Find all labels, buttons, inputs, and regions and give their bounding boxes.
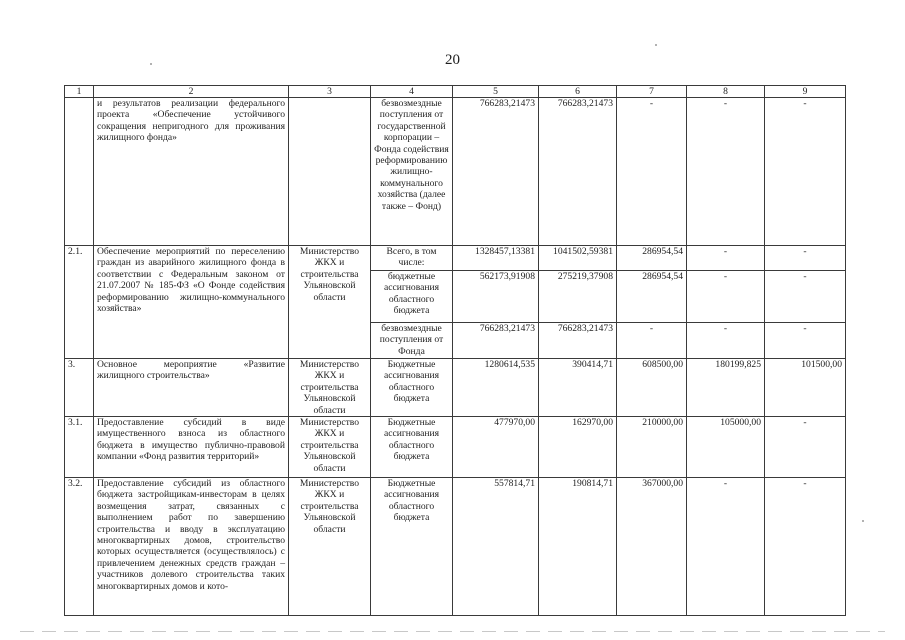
row-value-6: 275219,37908 bbox=[539, 271, 617, 323]
row-value-8: - bbox=[687, 246, 765, 271]
row-source: Бюджетные ассигнования областного бюджета bbox=[371, 417, 453, 478]
row-value-7: 286954,54 bbox=[617, 271, 687, 323]
table-row bbox=[65, 417, 846, 478]
row-value-9: - bbox=[765, 478, 846, 616]
column-header: 3 bbox=[289, 86, 371, 98]
column-header: 5 bbox=[453, 86, 539, 98]
row-source: безвозмездные поступления от Фонда bbox=[371, 323, 453, 359]
row-value-7: 608500,00 bbox=[617, 359, 687, 417]
row-source: Всего, в том числе: bbox=[371, 246, 453, 271]
scan-speck bbox=[150, 63, 152, 65]
table-row bbox=[65, 478, 846, 616]
row-executor: Министерство ЖКХ и строительства Ульяновской области bbox=[289, 478, 371, 616]
row-name: Предоставление субсидий в виде имущественного взноса из областного бюджета в имущество публично-правовой компании «Фонд развития территорий» bbox=[94, 417, 289, 478]
row-value-7: 286954,54 bbox=[617, 246, 687, 271]
row-value-7: 210000,00 bbox=[617, 417, 687, 478]
row-value-8: - bbox=[687, 98, 765, 246]
row-value-9: - bbox=[765, 246, 846, 271]
row-value-6: 390414,71 bbox=[539, 359, 617, 417]
budget-table bbox=[64, 85, 846, 616]
row-number: 2.1. bbox=[65, 246, 94, 359]
row-name: Основное мероприятие «Развитие жилищного строительства» bbox=[94, 359, 289, 417]
row-value-8: - bbox=[687, 271, 765, 323]
row-value-5: 766283,21473 bbox=[453, 323, 539, 359]
row-source: безвозмездные поступления от государственной корпорации – Фонда содействия реформированию жилищно-коммунального хозяйства (далее также – Фонд) bbox=[371, 98, 453, 246]
row-executor: Министерство ЖКХ и строительства Ульяновской области bbox=[289, 246, 371, 359]
row-executor: Министерство ЖКХ и строительства Ульяновской области bbox=[289, 359, 371, 417]
row-value-6: 766283,21473 bbox=[539, 323, 617, 359]
column-header: 8 bbox=[687, 86, 765, 98]
row-value-7: 367000,00 bbox=[617, 478, 687, 616]
row-value-9: - bbox=[765, 271, 846, 323]
column-number-row bbox=[65, 86, 846, 98]
row-name: Предоставление субсидий из областного бюджета застройщикам-инвесторам в целях возмещения затрат, связанных с выполнением работ по завершению строительства и вводу в эксплуатацию многоквартирных домов, строительство которых осуществляется (осуществлялось) с привлечением денежных средств граждан – участников долевого строительства таких многоквартирных домов и кото- bbox=[94, 478, 289, 616]
row-source: Бюджетные ассигнования областного бюджета bbox=[371, 478, 453, 616]
row-value-8: - bbox=[687, 478, 765, 616]
column-header: 9 bbox=[765, 86, 846, 98]
row-name: Обеспечение мероприятий по переселению граждан из аварийного жилищного фонда в соответствии с Федеральным законом от 21.07.2007 № 185-ФЗ «О Фонде содействия реформированию жилищно-коммунального хозяйства» bbox=[94, 246, 289, 359]
row-value-5: 766283,21473 bbox=[453, 98, 539, 246]
row-executor: Министерство ЖКХ и строительства Ульяновской области bbox=[289, 417, 371, 478]
row-value-9: - bbox=[765, 417, 846, 478]
row-source: бюджетные ассигнования областного бюджета bbox=[371, 271, 453, 323]
row-value-5: 562173,91908 bbox=[453, 271, 539, 323]
table-row bbox=[65, 98, 846, 246]
row-number: 3.2. bbox=[65, 478, 94, 616]
column-header: 6 bbox=[539, 86, 617, 98]
row-number bbox=[65, 98, 94, 246]
row-number: 3. bbox=[65, 359, 94, 417]
row-value-5: 1328457,13381 bbox=[453, 246, 539, 271]
scan-artifact-line bbox=[20, 631, 885, 632]
row-value-6: 162970,00 bbox=[539, 417, 617, 478]
row-value-6: 1041502,59381 bbox=[539, 246, 617, 271]
table-row bbox=[65, 359, 846, 417]
row-value-9: - bbox=[765, 98, 846, 246]
scan-speck bbox=[655, 44, 657, 46]
column-header: 7 bbox=[617, 86, 687, 98]
row-executor bbox=[289, 98, 371, 246]
row-value-9: 101500,00 bbox=[765, 359, 846, 417]
row-value-8: 105000,00 bbox=[687, 417, 765, 478]
row-name: и результатов реализации федерального проекта «Обеспечение устойчивого сокращения непригодного для проживания жилищного фонда» bbox=[94, 98, 289, 246]
row-value-7: - bbox=[617, 98, 687, 246]
row-value-9: - bbox=[765, 323, 846, 359]
row-value-6: 190814,71 bbox=[539, 478, 617, 616]
row-value-5: 557814,71 bbox=[453, 478, 539, 616]
row-number: 3.1. bbox=[65, 417, 94, 478]
row-value-7: - bbox=[617, 323, 687, 359]
row-source: Бюджетные ассигнования областного бюджета bbox=[371, 359, 453, 417]
scan-speck bbox=[862, 520, 864, 522]
page-number: 20 bbox=[445, 52, 460, 68]
column-header: 4 bbox=[371, 86, 453, 98]
table-row bbox=[65, 246, 846, 271]
row-value-5: 477970,00 bbox=[453, 417, 539, 478]
column-header: 1 bbox=[65, 86, 94, 98]
row-value-8: - bbox=[687, 323, 765, 359]
column-header: 2 bbox=[94, 86, 289, 98]
row-value-5: 1280614,535 bbox=[453, 359, 539, 417]
row-value-6: 766283,21473 bbox=[539, 98, 617, 246]
row-value-8: 180199,825 bbox=[687, 359, 765, 417]
